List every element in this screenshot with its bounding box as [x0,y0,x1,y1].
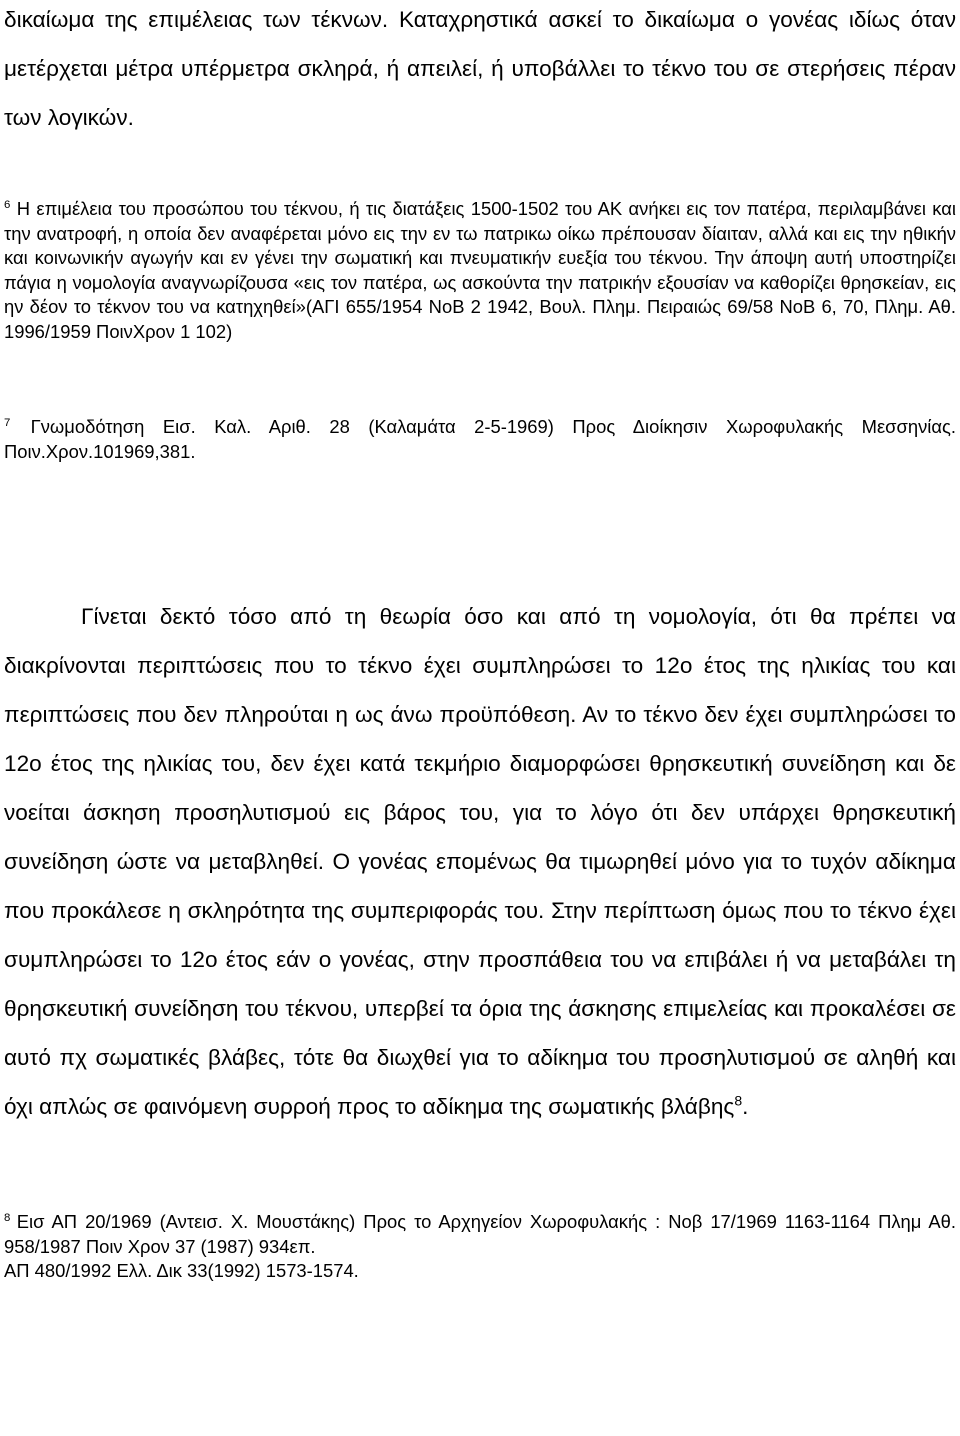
main-paragraph [4,592,956,1131]
sentence-end: . [742,1094,749,1119]
footnote-6 [4,197,956,344]
footnote-text: Γνωμοδότηση Εισ. Καλ. Αριθ. 28 (Καλαμάτα 2-5-1969) Προς Διοίκησιν Χωροφυλακής Μεσσηνίας. Ποιν.Χρον.101969,381. [4,416,956,462]
footnote-8-line-1 [4,1210,956,1259]
footnote-marker: 8 [4,1211,11,1224]
continuation-paragraph: δικαίωμα της επιμέλειας των τέκνων. Καταχρηστικά ασκεί το δικαίωμα ο γονέας ιδίως όταν μετέρχεται μέτρα υπέρμετρα σκληρά, ή απειλεί, ή υποβάλλει το τέκνο του σε στερήσεις πέραν των λογικών. [4,7,956,130]
footnote-marker: 6 [4,198,11,211]
footnote-reference[interactable]: 8 [734,1092,743,1109]
footnote-7 [4,415,956,464]
footnote-8-line-2: ΑΠ 480/1992 Ελλ. Δικ 33(1992) 1573-1574. [4,1260,359,1281]
document-page [4,0,956,1284]
footnote-text: Εισ ΑΠ 20/1969 (Αντεισ. Χ. Μουστάκης) Προς το Αρχηγείον Χωροφυλακής : Νοβ 17/1969 1163-1164 Πλημ Αθ. 958/1987 Ποιν Χρον 37 (1987) 934επ. [4,1211,956,1257]
footnote-text: Η επιμέλεια του προσώπου του τέκνου, ή τις διατάξεις 1500-1502 του ΑΚ ανήκει εις τον πατέρα, περιλαμβάνει και την ανατροφή, η οποία δεν αναφέρεται μόνο εις την εν τω πατρικω οίκω πρέπουσαν δίαιταν, αλλά και εις την ηθικήν και κοινωνικήν αγωγήν και εν γένει την σωματική και πνευματικήν ευεξία του τέκνου. Την άποψη αυτή υποστηρίζει πάγια η νομολογία αναγνωρίζουσα «εις τον πατέρα, ως ασκούντα την πατρικήν εξουσίαν να καθορίζει θρησκείαν, εις ην δέον το τέκνον του να κατηχηθεί»(ΑΓΙ 655/1954 ΝοΒ 2 1942, Βουλ. Πλημ. Πειραιώς 69/58 ΝοΒ 6, 70, Πλημ. Αθ. 1996/1959 ΠοινΧρον 1 102) [4,198,956,342]
main-paragraph-text: Γίνεται δεκτό τόσο από τη θεωρία όσο και από τη νομολογία, ότι θα πρέπει να διακρίνονται περιπτώσεις που το τέκνο έχει συμπληρώσει το 12ο έτος της ηλικίας του και περιπτώσεις που δεν πληρούται η ως άνω προϋπόθεση. Αν το τέκνο δεν έχει συμπληρώσει το 12ο έτος της ηλικίας του, δεν έχει κατά τεκμήριο διαμορφώσει θρησκευτική συνείδηση και δε νοείται άσκηση προσηλυτισμού εις βάρος του, για το λόγο ότι δεν υπάρχει θρησκευτική συνείδηση ώστε να μεταβληθεί. Ο γονέας επομένως θα τιμωρηθεί μόνο για το τυχόν αδίκημα που προκάλεσε η σκληρότητα της συμπεριφοράς του. Στην περίπτωση όμως που το τέκνο έχει συμπληρώσει το 12ο έτος εάν ο γονέας, στην προσπάθεια του να επιβάλει ή να μεταβάλει τη θρησκευτική συνείδηση του τέκνου, υπερβεί τα όρια της άσκησης επιμελείας και προκαλέσει σε αυτό πχ σωματικές βλάβες, τότε θα διωχθεί για το αδίκημα του προσηλυτισμού σε αληθή και όχι απλώς σε φαινόμενη συρροή προς το αδίκημα της σωματικής βλάβης [4,604,956,1119]
footnote-marker: 7 [4,416,11,429]
footnote-8 [4,1210,956,1284]
